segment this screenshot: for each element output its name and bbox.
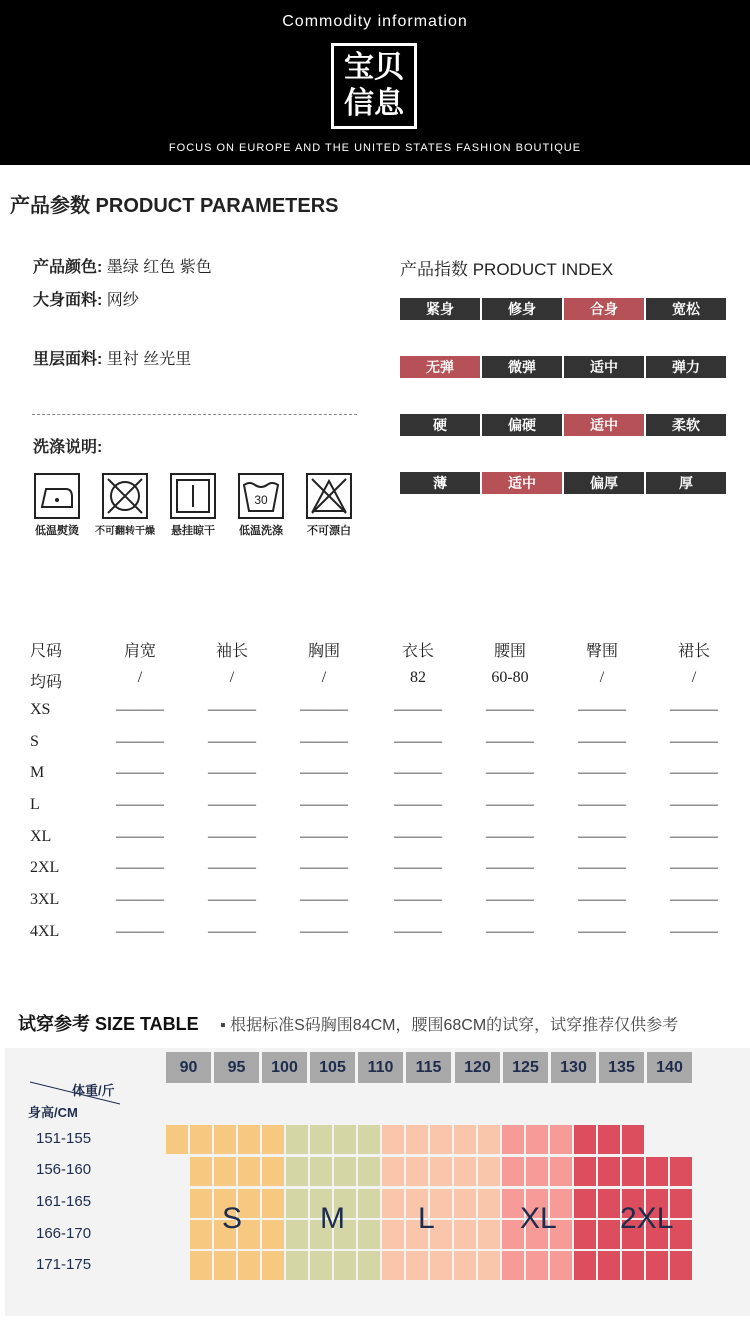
size-label: 均码 — [30, 674, 63, 691]
banner-title: Commodity information — [282, 13, 468, 30]
size-value: ——— — [208, 796, 256, 813]
size-value: ——— — [670, 923, 718, 940]
index-option: 偏硬 — [482, 414, 562, 436]
index-option: 无弹 — [400, 356, 480, 378]
size-value: ——— — [578, 764, 626, 781]
size-value: / — [229, 669, 235, 686]
size-value: ——— — [578, 923, 626, 940]
fabric-row — [33, 287, 139, 310]
size-cell — [310, 1251, 332, 1280]
size-cell — [574, 1251, 596, 1280]
banner-logo — [331, 43, 417, 129]
size-cell — [382, 1157, 404, 1186]
size-value: ——— — [670, 891, 718, 908]
size-cell — [478, 1157, 500, 1186]
index-option: 适中 — [564, 356, 644, 378]
parameters-title: 产品参数 PRODUCT PARAMETERS — [10, 195, 339, 217]
size-chart-row — [0, 701, 750, 725]
size-value: ——— — [578, 796, 626, 813]
size-value: ——— — [486, 828, 534, 845]
index-option: 薄 — [400, 472, 480, 494]
size-cell — [646, 1251, 668, 1280]
size-cell — [478, 1189, 500, 1218]
size-cell — [406, 1125, 428, 1154]
size-cell — [382, 1189, 404, 1218]
size-cell — [214, 1125, 236, 1154]
wash-label: 低温熨烫 — [35, 525, 79, 537]
size-cell — [262, 1220, 284, 1249]
index-row — [400, 298, 728, 320]
index-title: 产品指数 PRODUCT INDEX — [400, 260, 614, 279]
size-value: 82 — [410, 669, 426, 686]
size-value: / — [137, 669, 143, 686]
size-cell — [406, 1157, 428, 1186]
lining-row — [33, 346, 191, 369]
no-tumble-dry-icon — [102, 473, 148, 519]
size-value: ——— — [670, 733, 718, 750]
size-value: ——— — [486, 923, 534, 940]
size-cell — [478, 1125, 500, 1154]
size-value: ——— — [578, 733, 626, 750]
size-value: ——— — [116, 923, 164, 940]
index-option: 微弹 — [482, 356, 562, 378]
size-cell — [262, 1157, 284, 1186]
size-cell — [310, 1125, 332, 1154]
size-value: ——— — [116, 891, 164, 908]
size-value: ——— — [670, 701, 718, 718]
index-option: 合身 — [564, 298, 644, 320]
height-label: 161-165 — [36, 1193, 92, 1210]
size-cell — [358, 1125, 380, 1154]
size-cell — [598, 1220, 620, 1249]
height-label: 151-155 — [36, 1130, 92, 1147]
divider — [32, 414, 357, 415]
weight-header: 90 — [166, 1052, 211, 1083]
size-chart-row — [0, 859, 750, 883]
height-label: 156-160 — [36, 1161, 92, 1178]
size-cell — [334, 1251, 356, 1280]
size-cell — [190, 1157, 212, 1186]
size-cell — [526, 1157, 548, 1186]
size-cell — [406, 1251, 428, 1280]
size-letter: XL — [520, 1202, 557, 1235]
size-value: 腰围 — [493, 643, 526, 660]
size-cell — [286, 1251, 308, 1280]
size-chart-row — [0, 796, 750, 820]
weight-header: 135 — [599, 1052, 644, 1083]
weight-header: 110 — [358, 1052, 403, 1083]
size-value: ——— — [116, 796, 164, 813]
size-cell — [334, 1125, 356, 1154]
size-cell — [262, 1125, 284, 1154]
size-chart-header — [0, 638, 750, 662]
index-option: 宽松 — [646, 298, 726, 320]
hang-dry-icon — [170, 473, 216, 519]
size-cell — [454, 1125, 476, 1154]
size-value: ——— — [208, 701, 256, 718]
size-cell — [454, 1157, 476, 1186]
size-value: ——— — [578, 828, 626, 845]
index-option: 硬 — [400, 414, 480, 436]
size-value: ——— — [394, 859, 442, 876]
size-cell — [622, 1157, 644, 1186]
size-value: ——— — [208, 764, 256, 781]
size-value: 60-80 — [491, 669, 529, 686]
size-cell — [502, 1157, 524, 1186]
size-cell — [502, 1251, 524, 1280]
color-label: 产品颜色: — [33, 259, 103, 276]
size-label: 4XL — [30, 923, 60, 940]
weight-header: 115 — [406, 1052, 451, 1083]
size-value: 裙长 — [677, 643, 710, 660]
size-value: ——— — [486, 764, 534, 781]
size-cell — [454, 1220, 476, 1249]
logo-line-2: 信息 — [344, 86, 404, 121]
index-option: 适中 — [564, 414, 644, 436]
size-cell — [574, 1189, 596, 1218]
size-value: 胸围 — [307, 643, 340, 660]
size-label: M — [30, 764, 45, 781]
size-cell — [190, 1189, 212, 1218]
size-value: ——— — [208, 923, 256, 940]
logo-line-1: 宝贝 — [344, 50, 404, 85]
size-cell — [214, 1157, 236, 1186]
index-option: 弹力 — [646, 356, 726, 378]
index-option: 紧身 — [400, 298, 480, 320]
size-value: / — [599, 669, 605, 686]
size-cell — [430, 1125, 452, 1154]
size-value: ——— — [208, 733, 256, 750]
index-option: 适中 — [482, 472, 562, 494]
size-value: ——— — [208, 859, 256, 876]
color-value: 墨绿 红色 紫色 — [106, 259, 212, 276]
size-cell — [454, 1189, 476, 1218]
size-cell — [358, 1220, 380, 1249]
size-value: ——— — [300, 796, 348, 813]
height-label: 171-175 — [36, 1256, 92, 1273]
size-cell — [334, 1157, 356, 1186]
size-cell — [382, 1220, 404, 1249]
size-cell — [166, 1125, 188, 1154]
size-table-note: ▪ 根据标准S码胸围84CM，腰围68CM的试穿，试穿推荐仅供参考 — [220, 1017, 679, 1034]
size-cell — [286, 1157, 308, 1186]
weight-header: 140 — [647, 1052, 692, 1083]
size-value: 臀围 — [585, 643, 618, 660]
size-value: 袖长 — [215, 643, 248, 660]
size-cell — [598, 1157, 620, 1186]
size-cell — [262, 1251, 284, 1280]
size-value: ——— — [486, 859, 534, 876]
size-cell — [262, 1189, 284, 1218]
size-value: ——— — [394, 701, 442, 718]
index-option: 厚 — [646, 472, 726, 494]
size-cell — [238, 1157, 260, 1186]
size-cell — [550, 1251, 572, 1280]
size-value: ——— — [300, 923, 348, 940]
size-cell — [550, 1125, 572, 1154]
size-cell — [646, 1157, 668, 1186]
size-value: ——— — [578, 701, 626, 718]
size-cell — [190, 1125, 212, 1154]
index-option: 偏厚 — [564, 472, 644, 494]
size-value: ——— — [670, 828, 718, 845]
weight-header: 130 — [551, 1052, 596, 1083]
size-cell — [430, 1251, 452, 1280]
index-option: 柔软 — [646, 414, 726, 436]
size-table-title: 试穿参考 SIZE TABLE — [18, 1014, 199, 1034]
size-value: 肩宽 — [123, 643, 156, 660]
height-label: 166-170 — [36, 1225, 92, 1242]
size-value: ——— — [486, 891, 534, 908]
size-value: ——— — [394, 828, 442, 845]
size-value: ——— — [670, 796, 718, 813]
size-cell — [598, 1189, 620, 1218]
size-letter: 2XL — [620, 1202, 674, 1235]
height-axis-label: 身高/CM — [28, 1105, 78, 1120]
color-row — [33, 254, 212, 277]
wash-label: 低温洗涤 — [239, 525, 283, 537]
size-label: L — [30, 796, 40, 813]
size-value: ——— — [116, 701, 164, 718]
size-value: ——— — [300, 891, 348, 908]
size-label: S — [30, 733, 39, 750]
size-cell — [358, 1189, 380, 1218]
size-cell — [358, 1251, 380, 1280]
size-cell — [358, 1157, 380, 1186]
size-label: 2XL — [30, 859, 60, 876]
size-chart-row — [0, 733, 750, 757]
size-label: 3XL — [30, 891, 60, 908]
wash-label: 悬挂晾干 — [171, 525, 215, 537]
size-cell — [574, 1220, 596, 1249]
size-cell — [670, 1157, 692, 1186]
size-cell — [382, 1251, 404, 1280]
washing-label: 洗涤说明: — [33, 439, 103, 456]
size-cell — [502, 1125, 524, 1154]
size-chart-row — [0, 923, 750, 947]
index-row — [400, 356, 728, 378]
size-value: ——— — [300, 733, 348, 750]
size-value: ——— — [208, 891, 256, 908]
size-chart-row — [0, 669, 750, 693]
weight-header: 125 — [503, 1052, 548, 1083]
size-cell — [622, 1251, 644, 1280]
size-value: ——— — [300, 828, 348, 845]
size-cell — [190, 1251, 212, 1280]
size-value: ——— — [670, 764, 718, 781]
size-value: ——— — [116, 828, 164, 845]
banner-subtitle: FOCUS ON EUROPE AND THE UNITED STATES FASHION BOUTIQUE — [168, 142, 582, 154]
size-value: ——— — [578, 859, 626, 876]
size-value: ——— — [394, 733, 442, 750]
size-value: ——— — [300, 701, 348, 718]
index-option: 修身 — [482, 298, 562, 320]
size-cell — [670, 1251, 692, 1280]
size-value: ——— — [300, 859, 348, 876]
size-value: ——— — [394, 764, 442, 781]
index-row — [400, 472, 728, 494]
wash-label: 不可翻转干燥 — [95, 526, 155, 537]
size-cell — [286, 1220, 308, 1249]
size-cell — [214, 1251, 236, 1280]
size-value: ——— — [394, 923, 442, 940]
size-value: ——— — [394, 796, 442, 813]
size-cell — [574, 1125, 596, 1154]
size-value: ——— — [116, 764, 164, 781]
weight-header: 95 — [214, 1052, 259, 1083]
size-cell — [526, 1125, 548, 1154]
size-cell — [190, 1220, 212, 1249]
size-cell — [238, 1125, 260, 1154]
size-value: ——— — [300, 764, 348, 781]
size-letter: L — [418, 1202, 435, 1235]
size-value: ——— — [578, 891, 626, 908]
size-label: XL — [30, 828, 52, 845]
lining-value: 里衬 丝光里 — [106, 351, 192, 368]
size-cell — [430, 1157, 452, 1186]
size-cell — [550, 1157, 572, 1186]
size-cell — [286, 1125, 308, 1154]
weight-header: 100 — [262, 1052, 307, 1083]
size-value: ——— — [486, 796, 534, 813]
size-cell — [454, 1251, 476, 1280]
wash-30-icon — [238, 473, 284, 519]
size-cell — [382, 1125, 404, 1154]
size-cell — [574, 1157, 596, 1186]
size-cell — [238, 1251, 260, 1280]
size-chart-row — [0, 828, 750, 852]
weight-header: 120 — [455, 1052, 500, 1083]
size-value: ——— — [670, 859, 718, 876]
size-value: 衣长 — [401, 643, 434, 660]
wash-temp-badge: 30 — [254, 493, 268, 507]
weight-header: 105 — [310, 1052, 355, 1083]
size-value: ——— — [208, 828, 256, 845]
size-cell — [526, 1251, 548, 1280]
low-temp-iron-icon — [34, 473, 80, 519]
size-cell — [478, 1220, 500, 1249]
size-chart-row — [0, 891, 750, 915]
size-cell — [478, 1251, 500, 1280]
size-value: / — [321, 669, 327, 686]
size-chart-row — [0, 764, 750, 788]
fabric-value: 网纱 — [106, 292, 139, 309]
size-value: ——— — [394, 891, 442, 908]
size-letter: S — [222, 1202, 243, 1235]
fabric-label: 大身面料: — [33, 292, 103, 309]
size-cell — [598, 1125, 620, 1154]
index-row — [400, 414, 728, 436]
size-value: ——— — [116, 859, 164, 876]
size-value: ——— — [486, 701, 534, 718]
size-cell — [310, 1157, 332, 1186]
size-label: XS — [30, 701, 51, 718]
wash-label: 不可漂白 — [307, 525, 351, 537]
size-value: / — [691, 669, 697, 686]
size-letter: M — [320, 1202, 345, 1235]
size-cell — [598, 1251, 620, 1280]
size-value: ——— — [116, 733, 164, 750]
lining-label: 里层面料: — [33, 351, 103, 368]
size-cell — [622, 1125, 644, 1154]
size-value: ——— — [486, 733, 534, 750]
weight-axis-label: 体重/斤 — [72, 1083, 115, 1098]
size-label: 尺码 — [30, 643, 63, 660]
no-bleach-icon — [306, 473, 352, 519]
size-cell — [286, 1189, 308, 1218]
